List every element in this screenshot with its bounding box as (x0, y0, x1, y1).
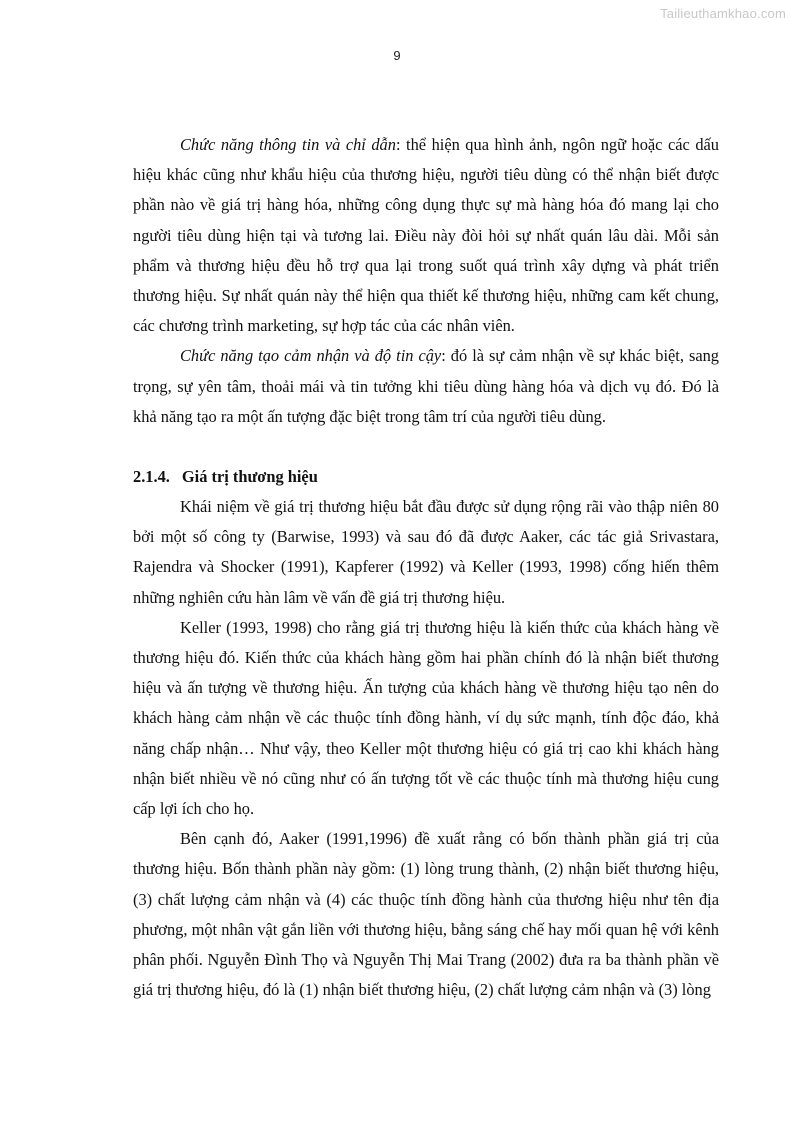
section-paragraph: Bên cạnh đó, Aaker (1991,1996) đề xuất rằng có bốn thành phần giá trị của thương hiệu. Bốn thành phần này gồm: (1) lòng trung thành, (2) nhận biết thương hiệu, (3) chất lượng cảm nhận và (4) các thuộc tính đồng hành của thương hiệu như tên địa phương, một nhân vật gắn liền với thương hiệu, bằng sáng chế hay mối quan hệ với kênh phân phối. Nguyễn Đình Thọ và Nguyễn Thị Mai Trang (2002) đưa ra ba thành phần về giá trị thương hiệu, đó là (1) nhận biết thương hiệu, (2) chất lượng cảm nhận và (3) lòng (133, 829, 719, 1000)
section-heading (133, 462, 719, 492)
section-paragraph: Khái niệm về giá trị thương hiệu bắt đầu được sử dụng rộng rãi vào thập niên 80 bởi một số công ty (Barwise, 1993) và sau đó đã được Aaker, các tác giả Srivastara, Rajendra và Shocker (1991), Kapferer (1992) và Keller (1993, 1998) cống hiến thêm những nghiên cứu hàn lâm về vấn đề giá trị thương hiệu. (133, 497, 719, 607)
page-number: 9 (393, 48, 401, 63)
section-number: 2.1.4. (133, 467, 170, 487)
section-spacer (133, 432, 719, 462)
paragraph-italic-lead: Chức năng tạo cảm nhận và độ tin cậy (180, 346, 442, 366)
paragraph-perception-function (133, 341, 719, 432)
paragraph-text: : đó là sự cảm nhận về sự khác biệt, sang trọng, sự yên tâm, thoải mái và tin tưởng khi tiêu dùng hàng hóa và dịch vụ đó. Đó là khả năng tạo ra một ấn tượng đặc biệt trong tâm trí của người tiêu dùng. (133, 346, 719, 426)
watermark: Tailieuthamkhao.com (660, 6, 786, 21)
paragraph-information-function (133, 130, 719, 341)
section-paragraph: Keller (1993, 1998) cho rằng giá trị thương hiệu là kiến thức của khách hàng về thương hiệu đó. Kiến thức của khách hàng gồm hai phần chính đó là nhận biết thương hiệu và ấn tượng về thương hiệu. Ấn tượng của khách hàng về thương hiệu tạo nên do khách hàng cảm nhận về các thuộc tính đồng hành, ví dụ sức mạnh, tính độc đáo, khả năng chấp nhận… Như vậy, theo Keller một thương hiệu có giá trị cao khi khách hàng nhận biết nhiều về nó cũng như có ấn tượng tốt về các thuộc tính mà thương hiệu cung cấp lợi ích cho họ. (133, 617, 719, 819)
section-title: Giá trị thương hiệu (181, 467, 318, 487)
paragraph-text: : thể hiện qua hình ảnh, ngôn ngữ hoặc các dấu hiệu khác cũng như khẩu hiệu của thương hiệu, người tiêu dùng có thể nhận biết được phần nào về giá trị hàng hóa, những công dụng thực sự mà hàng hóa đó mang lại cho người tiêu dùng hiện tại và tương lai. Điều này đòi hỏi sự nhất quán lâu dài. Mỗi sản phẩm và thương hiệu đều hỗ trợ qua lại trong suốt quá trình xây dựng và phát triển thương hiệu. Sự nhất quán này thể hiện qua thiết kế thương hiệu, những cam kết chung, các chương trình marketing, sự hợp tác của các nhân viên. (133, 135, 719, 336)
paragraph-italic-lead: Chức năng thông tin và chỉ dẫn (180, 135, 396, 154)
document-body (133, 130, 719, 1005)
